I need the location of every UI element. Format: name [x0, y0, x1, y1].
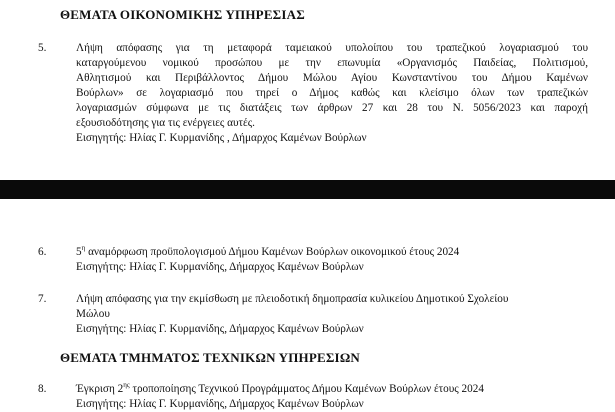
section-title-economic: ΘΕΜΑΤΑ ΟΙΚΟΝΟΜΙΚΗΣ ΥΠΗΡΕΣΙΑΣ	[60, 7, 305, 22]
item-text	[76, 382, 588, 412]
item-text-line: καταργούμενου νομικού προσώπου με την επωνυμία «Οργανισμός Παιδείας, Πολιτισμού,	[76, 57, 588, 69]
ordinal-suffix: η	[81, 244, 86, 252]
item-number: 8.	[38, 383, 47, 395]
ordinal-suffix: ης	[123, 381, 130, 389]
section-title-technical: ΘΕΜΑΤΑ ΤΜΗΜΑΤΟΣ ΤΕΧΝΙΚΩΝ ΥΠΗΡΕΣΙΩΝ	[60, 350, 361, 365]
item-text-line: εξουσιοδότησης για τις ενέργειες αυτές.	[76, 117, 255, 129]
rapporteur: Εισηγητής: Ηλίας Γ. Κυρμανίδης , Δήμαρχος Καμένων Βούρλων	[76, 132, 367, 144]
item-text-line: Βούρλων» σε λογαριασμό που τηρεί ο Δήμος καθώς και κλείσιμο όλων των τραπεζικών	[76, 87, 588, 99]
item-text	[76, 41, 588, 146]
item-text	[76, 292, 588, 337]
item-text-line: Μώλου	[76, 308, 110, 320]
item-number: 7.	[38, 293, 47, 305]
item-prefix: Έγκριση 2	[76, 383, 124, 395]
rapporteur: Εισηγήτης: Ηλίας Γ. Κυρμανίδης, Δήμαρχος Καμένων Βούρλων	[76, 261, 364, 273]
item-text-line: λογαριασμών σύμφωνα με τις διατάξεις των άρθρων 27 και 28 του Ν. 5056/2023 και παροχή	[76, 102, 588, 114]
rapporteur: Εισηγήτης: Ηλίας Γ. Κυρμανίδης, Δήμαρχος Καμένων Βούρλων	[76, 323, 364, 335]
item-title: αναμόρφωση προϋπολογισμού Δήμου Καμένων Βούρλων οικονομικού έτους 2024	[85, 246, 460, 258]
item-number: 5.	[38, 42, 47, 54]
item-text	[76, 245, 588, 275]
item-text-line: Λήψη απόφασης για τη μεταφορά ταμειακού υπολοίπου του τραπεζικού λογαριασμού του	[76, 42, 588, 54]
rapporteur: Εισηγήτης: Ηλίας Γ. Κυρμανίδης, Δήμαρχος Καμένων Βούρλων	[76, 398, 364, 410]
item-text-line: Λήψη απόφασης για την εκμίσθωση με πλειοδοτική δημοπρασία κυλικείου Δημοτικού Σχολείου	[76, 293, 509, 305]
page-divider	[0, 180, 615, 199]
item-prefix: 5	[76, 246, 82, 258]
item-text-line: Αθλητισμού και Περιβάλλοντος Δήμου Μώλου Αγίου Κωνσταντίνου του Δήμου Καμένων	[76, 72, 588, 84]
item-title: τροποποίησης Τεχνικού Προγράμματος Δήμου Καμένων Βούρλων έτους 2024	[129, 383, 484, 395]
item-number: 6.	[38, 246, 47, 258]
